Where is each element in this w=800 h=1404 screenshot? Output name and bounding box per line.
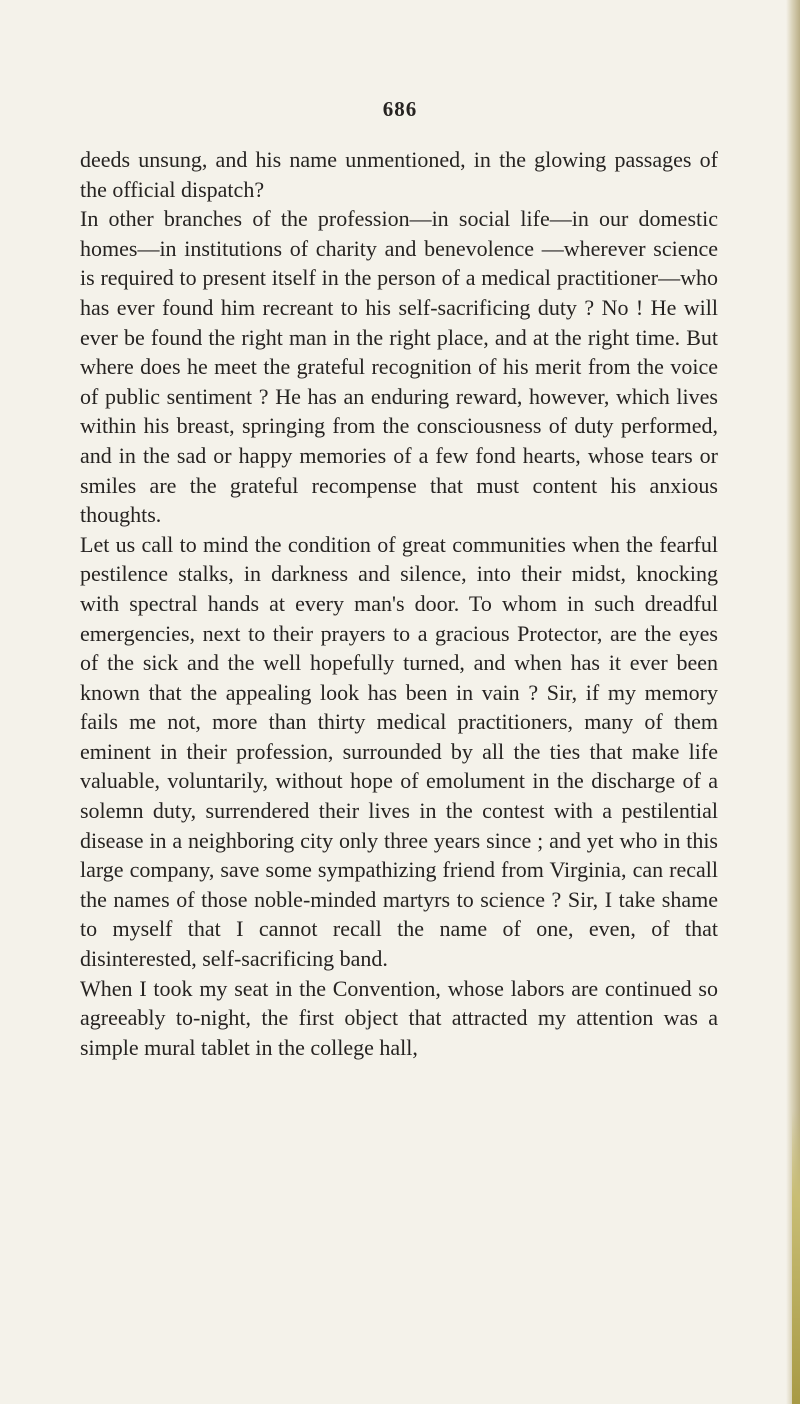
- body-text: [80, 145, 718, 1062]
- paragraph-profession: In other branches of the profession—in social life—in our domestic homes—in institutions of charity and benevolence —wherever science is required to present itself in the person of a medical practitioner—who has ever found him recreant to his self-sacrificing duty ? No ! He will ever be found the right man in the right place, and at the right time. But where does he meet the grateful recognition of his merit from the voice of public sentiment ? He has an enduring reward, however, which lives within his breast, springing from the consciousness of duty performed, and in the sad or happy memories of a few fond hearts, whose tears or smiles are the grateful recompense that must content his anxious thoughts.: [80, 206, 718, 528]
- paragraph-pestilence: Let us call to mind the condition of great communities when the fearful pestilence stalks, in darkness and silence, into their midst, knocking with spectral hands at every man's door. To whom in such dreadful emergencies, next to their prayers to a gracious Protector, are the eyes of the sick and the well hopefully turned, and when has it ever been known that the appealing look has been in vain ? Sir, if my memory fails me not, more than thirty medical practitioners, many of them eminent in their profession, surrounded by all the ties that make life valuable, voluntarily, without hope of emolument in the discharge of a solemn duty, surrendered their lives in the contest with a pestilential disease in a neighboring city only three years since ; and yet who in this large company, save some sympathizing friend from Virginia, can recall the names of those noble-minded martyrs to science ? Sir, I take shame to myself that I cannot recall the name of one, even, of that disinterested, self-sacrificing band.: [80, 531, 718, 972]
- page-number: 686: [382, 97, 418, 121]
- page-edge-discoloration: [792, 1110, 800, 1404]
- paragraph-convention: When I took my seat in the Convention, whose labors are continued so agreeably to-night, the first object that attracted my attention was a simple mural tablet in the college hall,: [80, 975, 718, 1060]
- paragraph-continued: deeds unsung, and his name unmentioned, in the glowing passages of the official dispatch?: [80, 147, 718, 202]
